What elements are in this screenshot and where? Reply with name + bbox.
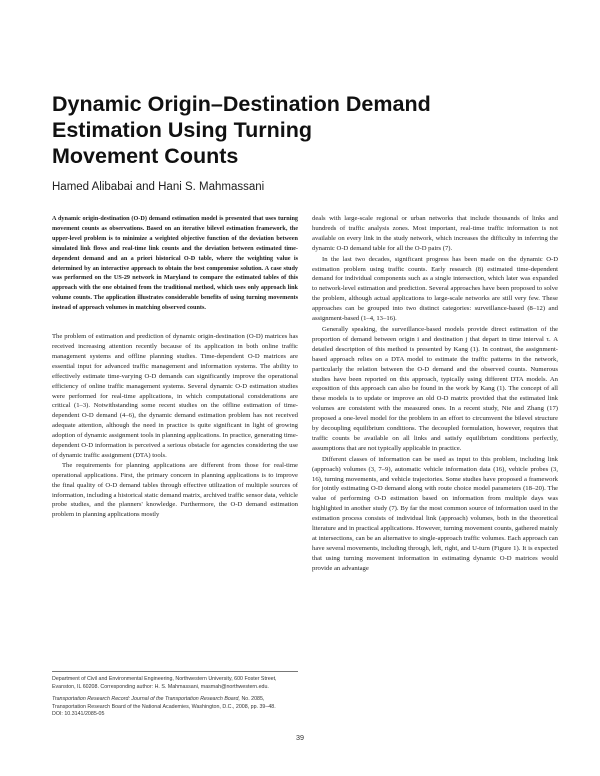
paper-title — [52, 91, 472, 169]
left-column — [52, 214, 298, 520]
body-paragraph: The problem of estimation and prediction of dynamic origin-destination (O-D) matrices has received increasing attention recently because of its application in both online traffic management systems and offline planning studies. Time-dependent O-D matrices are essential input for advanced traffic management and information systems. The ability to effectively estimate time-varying O-D demands can significantly improve the operational efficiency of online traffic management systems. Several dynamic O-D estimation studies were performed for real-time applications, in which computational considerations are critical (1–3). Notwithstanding some recent studies on the offline estimation of time-dependent O-D demand (4–6), the dynamic demand estimation problem has not received adequate attention, although the need in practice is quite significant in light of growing adoption of dynamic assignment tools in planning applications. In practice, generating time-dependent O-D information is perceived a serious obstacle for agencies considering the use of dynamic traffic assignment (DTA) tools. — [52, 333, 298, 459]
body-paragraph: In the last two decades, significant progress has been made on the dynamic O-D estimation problem using traffic counts. Early research (8) estimated time-dependent demand for individual components such as a single intersection, which later was expanded to network-level estimation and prediction. Several approaches have been proposed to solve the problem, although actual applications to large-scale networks are still very few. These approaches can be grouped into two distinct categories: surveillance-based (8–12) and assignment-based (1–4, 13–16). — [312, 255, 558, 323]
title-line-2: Estimation Using Turning — [52, 118, 312, 142]
body-paragraph: The requirements for planning applications are different from those for real-time operational applications. First, the primary concern in planning applications is to improve the final quality of O-D demand tables through effective utilization of multiple sources of information, including a historical static demand matrix, archived traffic sensor data, vehicle probe studies, and the planners' knowledge. Furthermore, the O-D demand estimation problem in planning applications mostly — [52, 461, 298, 519]
journal-citation — [52, 696, 298, 711]
left-body — [52, 332, 298, 520]
abstract-text: A dynamic origin-destination (O-D) demand estimation model is presented that uses turning movement counts as observations. Based on an iterative bilevel estimation framework, the upper-level problem is to minimize a weighted objective function of the deviation between simulated link flows and real-time link counts and the deviation between estimated time-dependent demand and an a priori historical O-D table, where the weighting value is determined by an interactive approach to obtain the best compromise solution. A case study was performed on the US-29 network in Maryland to compare the estimated tables of this approach with the one obtained from the traditional method, which uses only approach link volume counts. The application illustrates considerable benefits of using turning movements instead of approach volumes in matching observed counts. — [52, 215, 298, 312]
body-paragraph: Generally speaking, the surveillance-based models provide direct estimation of the proportion of demand between origin i and destination j that depart in time interval τ. A detailed description of this method is presented by Kang (1). In contrast, the assignment-based approach relies on a DTA model to estimate the traffic patterns in the network, particularly the relation between the O-D demand and the observed counts. Numerous studies have been reported on this approach, typically using different DTA models. An exposition of this approach can also be found in the work by Kang (1). The concept of all these models is to update or improve an old O-D matrix provided that the estimated link volumes are consistent with the measured ones. In a recent study, Nie and Zhang (17) proposed a one-level model for the problem in an effort to circumvent the bilevel structure by decoupling equilibrium conditions. The decoupled formulation, however, requires that traffic counts be available on all links and satisfy equilibrium conditions perfectly, assumptions that are not typically applicable in practice. — [312, 325, 558, 452]
journal-issue: No. 2085, Transportation Research Board of the National Academies, Washington, D.C., 2008, pp. 39–48. — [52, 696, 276, 710]
title-line-3: Movement Counts — [52, 144, 239, 168]
right-column — [312, 214, 558, 574]
author-line: Hamed Alibabai and Hani S. Mahmassani — [52, 181, 265, 193]
doi: DOI: 10.3141/2085-05 — [52, 711, 105, 718]
body-paragraph: Different classes of information can be used as input to this problem, including link (approach) volumes (3, 7–9), automatic vehicle information data (16), vehicle probes (3, 16), turning movements, and vehicle trajectories. Some studies have proposed a framework for jointly estimating O-D demand along with route choice model parameters (18–20). The value of performing O-D estimation based on information from multiple days was highlighted in another study (7). By far the most common source of information used in the estimation process consists of individual link (approach) volumes, both in the theoretical literature and in practical applications. However, turning movement counts, gathered mainly at intersections, can be an alternative to single-approach traffic volumes. Each approach can have several movements, including through, left, right, and U-turn (Figure 1). It is expected that using turning movement information in estimating dynamic O-D matrices would provide an advantage — [312, 455, 558, 572]
page-number: 39 — [296, 733, 304, 742]
body-paragraph: deals with large-scale regional or urban networks that include thousands of links and hundreds of traffic analysis zones. Most important, real-time traffic information is not available on every link in the study network, which increases the difficulty in inferring the dynamic O-D demand table for all the O-D pairs (7). — [312, 215, 558, 252]
author-affiliation: Department of Civil and Environmental Engineering, Northwestern University, 600 Foster Street, Evanston, IL 60208. Corresponding author: H. S. Mahmassani, masmah@northwestern.edu. — [52, 676, 277, 690]
abstract — [52, 214, 298, 313]
journal-name: Transportation Research Record: Journal of the Transportation Research Board, — [52, 696, 240, 703]
footnote-divider — [52, 671, 298, 672]
footnotes — [52, 671, 298, 719]
title-line-1: Dynamic Origin–Destination Demand — [52, 92, 431, 116]
